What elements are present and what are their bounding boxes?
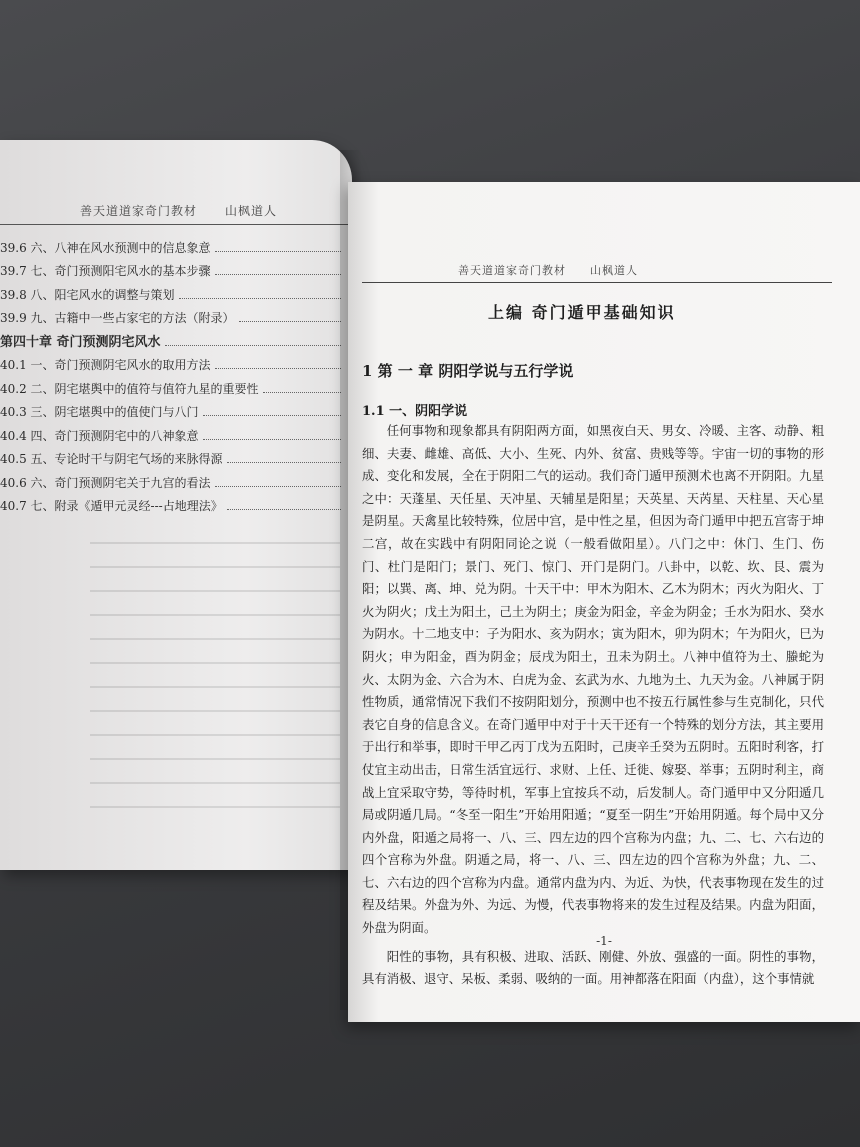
toc-entry [0,467,345,491]
toc-entry-label: 二、阴宅堪舆中的值符与值符九星的重要性 [30,381,259,396]
right-header-author: 山枫道人 [590,264,638,277]
toc-entry-label: 九、古籍中一些占家宅的方法（附录） [30,311,235,325]
toc-entry-number: 40.4 [0,428,27,443]
toc-entry-text [0,403,199,420]
page-number: -1- [596,934,612,948]
left-header-author: 山枫道人 [225,204,278,218]
toc-entry [0,279,345,303]
left-header-title: 善天道道家奇门教材 [80,204,198,218]
toc-entry-text [0,331,161,350]
toc-entry-text [0,474,211,491]
toc-leader-dots [203,439,341,440]
paragraph-2: 阳性的事物，具有积极、进取、活跃、刚健、外放、强盛的一面。阴性的事物，具有消极、退守、呆板、柔弱、吸纳的一面。用神都落在阳面（内盘），这个事情就 [362,948,824,987]
toc-entry [0,303,345,327]
paragraph-1: 任何事物和现象都具有阴阳两方面，如黑夜白天、男女、冷暖、主客、动静、粗细、夫妻、雌雄、高低、大小、生死、内外、贫富、贵贱等等。宇宙一切的事物的形成、变化和发展，全在于阴阳二气的运动。我们奇门遁甲预测术也离不开阴阳。九星之中：天蓬星、天任星、天冲星、天辅星是阳星；天英星、天芮星、天柱星、天心星是阴星。天禽星比较特殊，位居中宫，是中性之星，但因为奇门遁甲中把五宫寄于坤二宫，故在实践中有阴阳同论之说（一般看做阳星）。八门之中：休门、生门、伤门、杜门是阳门；景门、死门、惊门、开门是阴门。八卦中，以乾、坎、艮、震为阳；以巽、离、坤、兑为阴。十天干中：甲木为阳木、乙木为阴木；丙火为阳火、丁火为阴火；戊土为阳土，己土为阴土；庚金为阳金，辛金为阴金；壬水为阳水、癸水为阴水。十二地支中：子为阳水、亥为阴水；寅为阳木，卯为阴木；午为阳火，巳为阴火；申为阳金，酉为阴金；辰戌为阳土，丑未为阴土。八神中值符为土、螣蛇为火、太阴为金、六合为木、白虎为金、玄武为水、九地为土、九天为金。八神属于阴性物质，通常情况下我们不按阴阳划分，预测中也不按五行属性参与生克制化，只代表它自身的信息含义。在奇门遁甲中对于十天干还有一个特殊的划分方法，其主要用于出行和举事，即时干甲乙丙丁戊为五阳时，己庚辛壬癸为五阴时。五阳时利客，打仗宜主动出击，日常生活宜远行、求财、上任、迁徙、嫁娶、举事；五阴时利主，商战上宜采取守势，等待时机，军事上宜按兵不动，后发制人。奇门遁甲中又分阳遁几局或阴遁几局。“冬至一阳生”开始用阳遁；“夏至一阴生”开始用阴遁。每个局中又分内外盘，阳遁之局将一、八、三、四左边的四个宫称为内盘；九、二、七、六右边的四个宫称为外盘。阴遁之局，将一、八、三、四左边的四个宫称为外盘；九、二、七、六右边的四个宫称为内盘。通常内盘为内、为近、为快，代表事物现在发生的过程及结果。外盘为外、为远、为慢，代表事物将来的发生过程及结果。内盘为阳面，外盘为阴面。 [362,423,824,936]
toc-entry-number: 40.2 [0,381,27,396]
toc-leader-dots [227,509,341,510]
toc-entry [0,350,345,374]
toc-entry-label: 六、八神在风水预测中的信息象意 [30,240,211,255]
part-title: 上编 奇门遁甲基础知识 [488,303,676,322]
toc-leader-dots [215,368,341,369]
right-running-header [458,262,662,278]
toc-entry [0,397,345,421]
toc-leader-dots [239,321,341,322]
toc-entry [0,444,345,468]
toc-entry-text [0,450,223,467]
toc-entry-number: 第四十章 [0,334,53,350]
toc-entry-number: 39.9 [0,311,27,325]
toc-entry-text [0,262,211,279]
toc-entry [0,373,345,397]
toc-entry-label: 五、专论时干与阴宅气场的来脉得源 [30,452,223,466]
right-page [348,182,860,1022]
toc-leader-dots [165,345,341,346]
toc-entry-text [0,356,211,373]
toc-entry-text [0,239,211,256]
toc-leader-dots [227,462,341,463]
toc-leader-dots [215,486,341,487]
toc-entry-text [0,497,223,514]
toc-entry-number: 39.6 [0,240,27,255]
toc-leader-dots [215,274,341,275]
toc-entry-number: 39.8 [0,287,27,302]
toc-entry-label: 三、阴宅堪舆中的值使门与八门 [30,405,199,419]
toc-chapter-entry [0,326,345,350]
toc-entry-number: 40.5 [0,452,27,466]
toc-entry-label: 八、阳宅风水的调整与策划 [30,287,175,302]
body-text [362,420,824,991]
toc-entry-number: 39.7 [0,264,27,278]
toc-entry [0,232,345,256]
toc-entry [0,420,345,444]
toc-entry-label: 七、奇门预测阳宅风水的基本步骤 [30,264,211,278]
left-header-rule [0,224,352,225]
toc-entry-label: 四、奇门预测阴宅中的八神象意 [30,428,199,443]
toc-entry-text [0,380,259,397]
toc-entry-label: 六、奇门预测阴宅关于九宫的看法 [30,475,211,490]
left-page [0,140,352,870]
table-of-contents [0,232,345,514]
toc-leader-dots [263,392,341,393]
chapter-title: 1 第 一 章 阴阳学说与五行学说 [362,362,574,380]
toc-entry-number: 40.3 [0,405,27,419]
toc-entry-text [0,286,175,303]
left-running-header [80,202,305,219]
right-header-rule [362,282,832,283]
toc-leader-dots [203,415,341,416]
toc-leader-dots [215,251,341,252]
show-through-text [90,520,340,840]
toc-entry [0,256,345,280]
right-header-title: 善天道道家奇门教材 [458,264,566,277]
toc-entry-label: 七、附录《遁甲元灵经---占地理法》 [30,499,223,513]
toc-entry-number: 40.7 [0,499,27,513]
section-title: 1.1 一、阴阳学说 [362,404,468,419]
toc-entry-label: 一、奇门预测阴宅风水的取用方法 [30,358,211,372]
toc-entry [0,491,345,515]
toc-entry-label: 奇门预测阴宅风水 [56,334,161,350]
toc-entry-text [0,427,199,444]
toc-leader-dots [179,298,341,299]
toc-entry-number: 40.6 [0,475,27,490]
toc-entry-number: 40.1 [0,358,27,372]
toc-entry-text [0,309,235,326]
